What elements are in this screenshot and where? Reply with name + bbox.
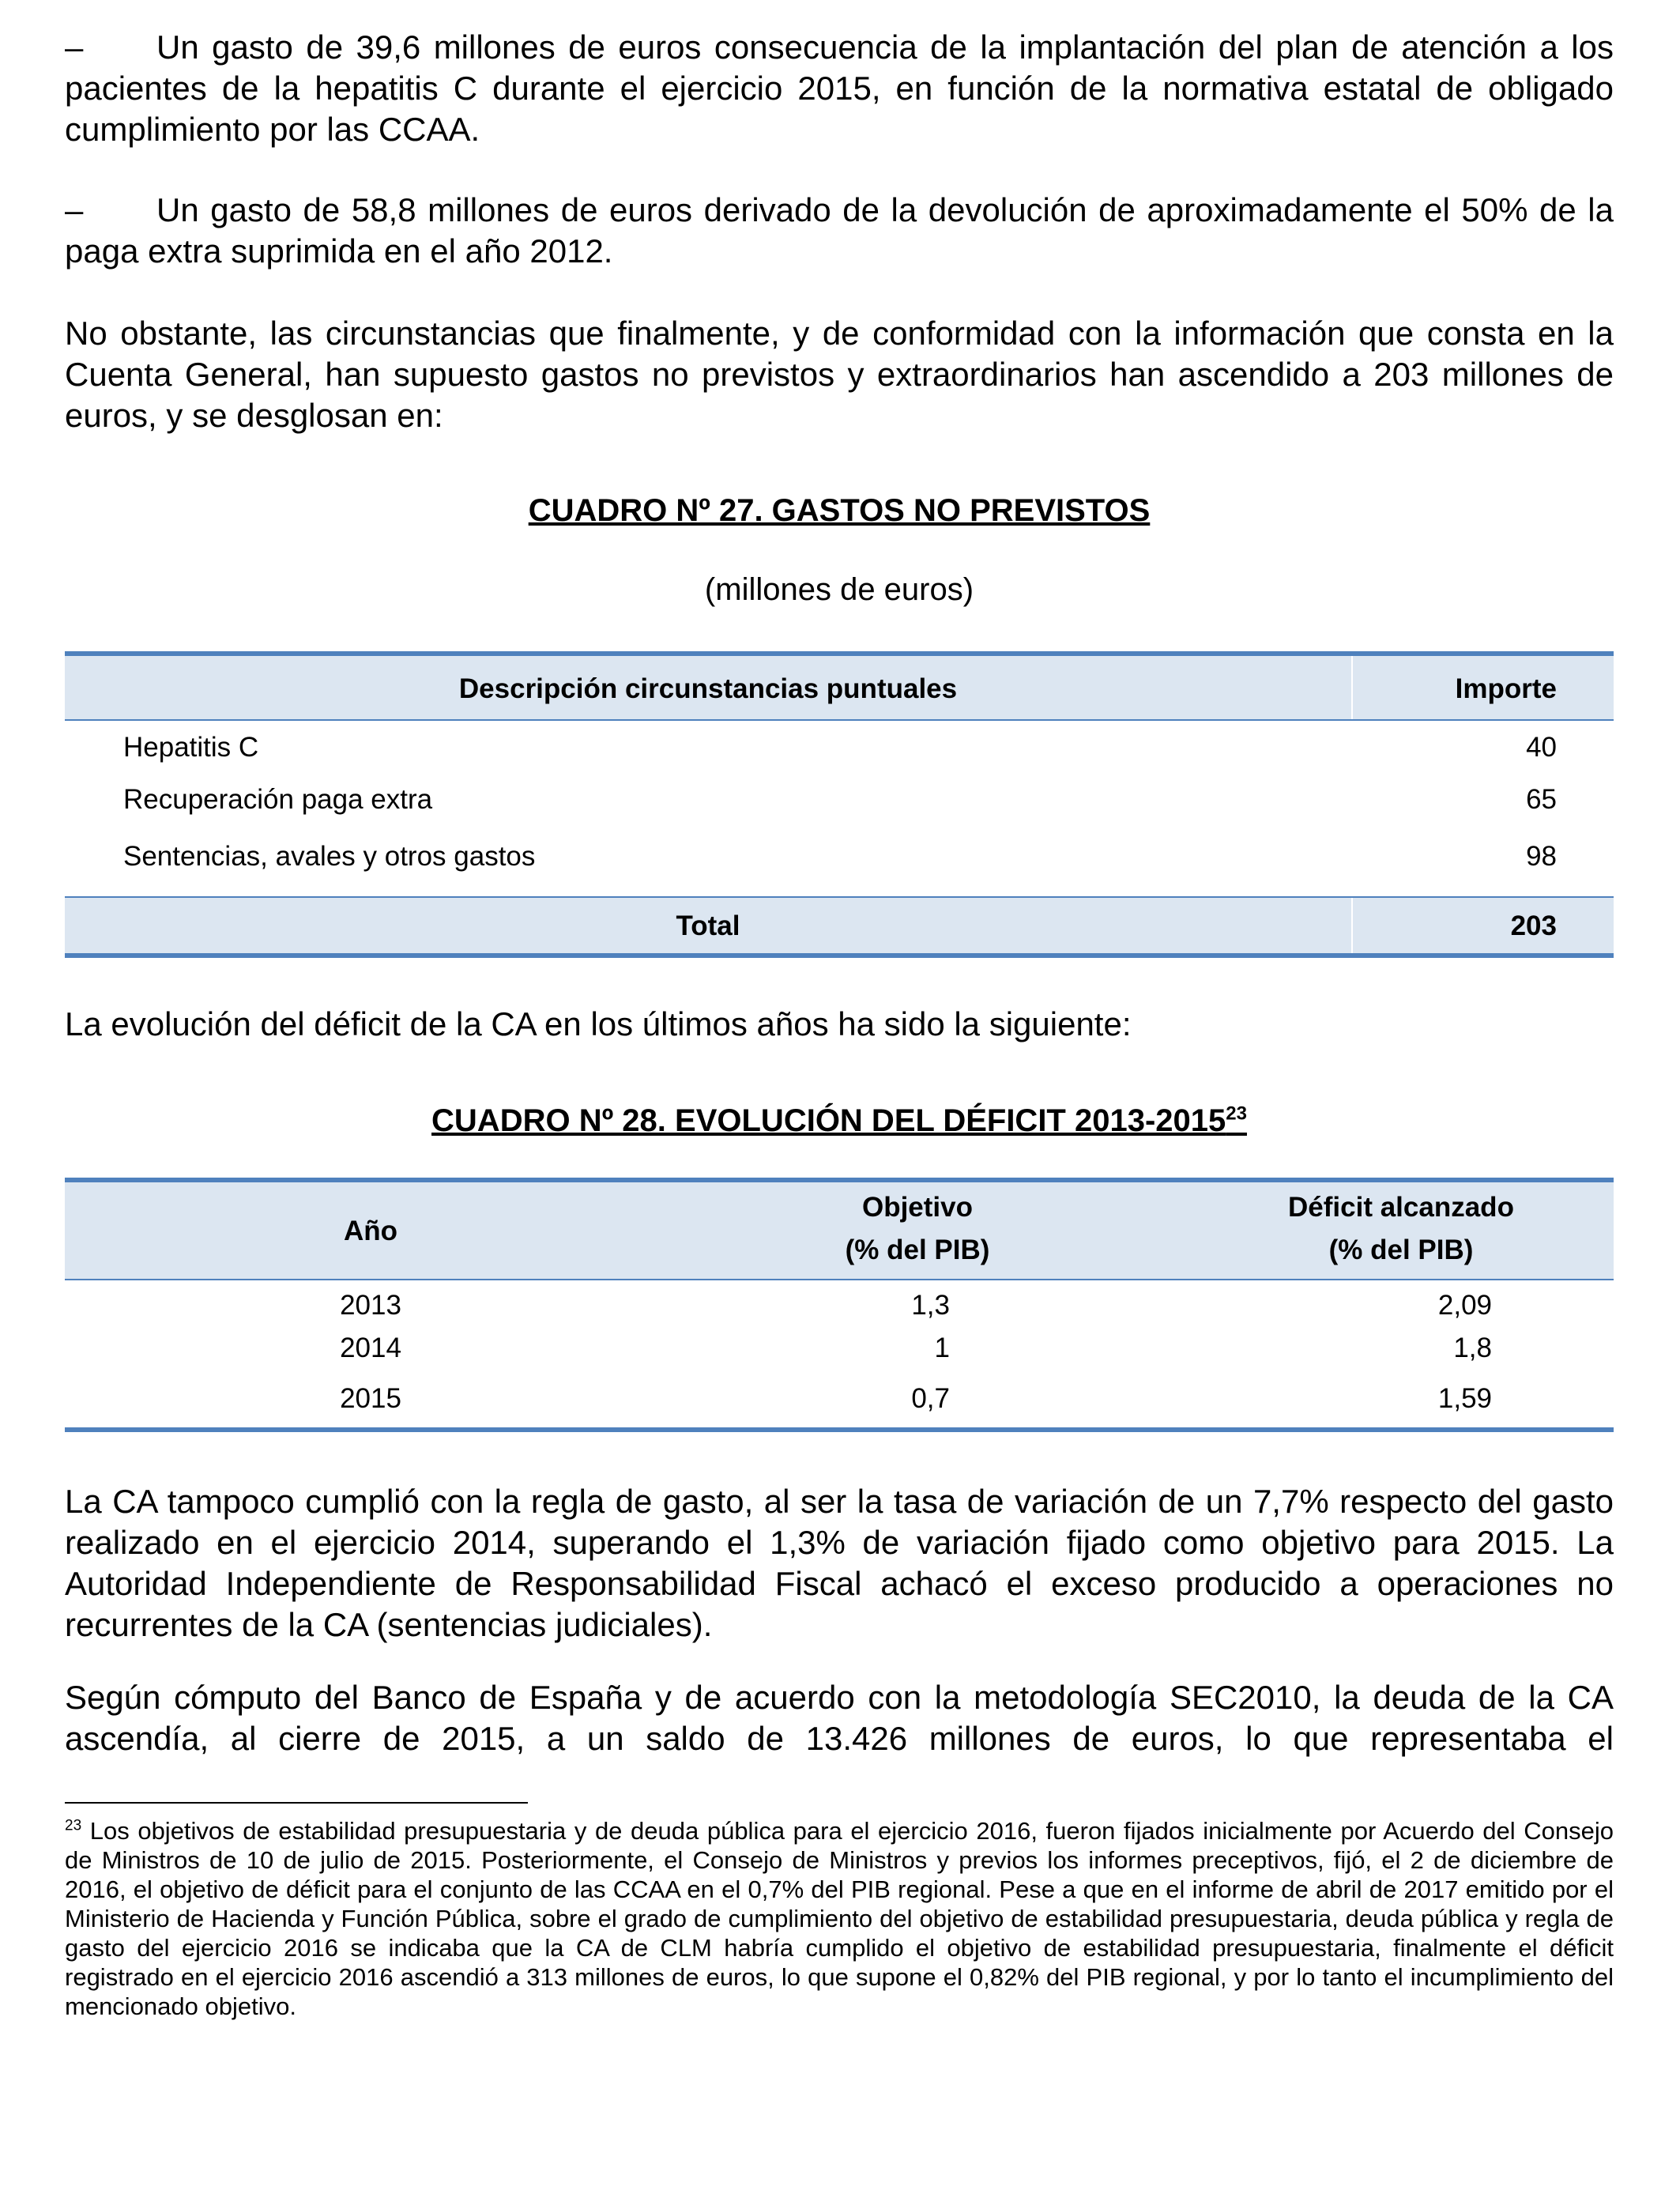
bullet-text: Un gasto de 39,6 millones de euros consecuencia de la implantación del plan de atención a los pacientes de la hepatitis C durante el ejercicio 2015, en función de la normativa estatal de obligado cumplimiento por las CCAA. [65,28,1614,148]
table-row [65,1280,1614,1325]
row-desc: Sentencias, avales y otros gastos [123,841,536,872]
row-desc: Hepatitis C [123,732,259,763]
header-year: Año [343,1216,398,1246]
row-year: 2013 [340,1290,401,1321]
row-objective: 1,3 [911,1290,950,1321]
row-objective: 1 [934,1333,950,1363]
table28-title-text: CUADRO Nº 28. EVOLUCIÓN DEL DÉFICIT 2013-2015 [431,1103,1226,1138]
table27-header-amount: Importe [1455,673,1557,704]
table27-title: CUADRO Nº 27. GASTOS NO PREVISTOS [528,493,1151,528]
table-row [65,721,1614,776]
footnote-separator [65,1802,528,1804]
row-deficit: 1,8 [1453,1333,1492,1363]
table27-header-row [65,651,1614,721]
table27-subtitle: (millones de euros) [704,572,974,607]
debt-paragraph: Según cómputo del Banco de España y de acuerdo con la metodología SEC2010, la deuda de la CA ascendía, al cierre de 2015, a un saldo de 13.426 millones de euros, lo que representaba el [65,1679,1614,1757]
row-objective: 0,7 [911,1383,950,1414]
table28-header-row [65,1178,1614,1280]
table27 [65,651,1614,958]
table-row [65,1325,1614,1369]
table-row [65,1369,1614,1432]
row-amount: 98 [1526,841,1557,872]
bullet-dash: – [65,28,84,66]
evolution-paragraph: La evolución del déficit de la CA en los últimos años ha sido la siguiente: [65,1005,1132,1042]
table27-header-desc: Descripción circunstancias puntuales [458,673,958,704]
table28-title [65,1103,1614,1139]
table-row [65,833,1614,896]
table-row [65,776,1614,833]
row-amount: 40 [1526,732,1557,763]
footnote [65,1816,1614,2021]
table28 [65,1178,1614,1432]
row-deficit: 2,09 [1437,1290,1492,1321]
total-label: Total [676,910,740,941]
table27-total-row [65,896,1614,958]
intro-paragraph: No obstante, las circunstancias que finalmente, y de conformidad con la información que consta en la Cuenta General, han supuesto gastos no previstos y extraordinarios han ascendido a 203 millones de euros, y se desglosan en: [65,315,1614,434]
footnote-text: Los objetivos de estabilidad presupuestaria y de deuda pública para el ejercicio 2016, fueron fijados inicialmente por Acuerdo del Consejo de Ministros de 10 de julio de 2015. Posteriormente, el Consejo de Ministros y previos los informes preceptivos, fijó, el 2 de diciembre de 2016, el objetivo de déficit para el conjunto de las CCAA en el 0,7% del PIB regional. Pese a que en el informe de abril de 2017 emitido por el Ministerio de Hacienda y Función Pública, sobre el grado de cumplimiento del objetivo de estabilidad presupuestaria, deuda pública y regla de gasto del ejercicio 2016 se indicaba que la CA de CLM habría cumplido el objetivo de estabilidad presupuestaria, finalmente el déficit registrado en el ejercicio 2016 ascendió a 313 millones de euros, lo que supone el 0,82% del PIB regional, y por lo tanto el incumplimiento del mencionado objetivo. [65,1817,1614,2020]
row-year: 2014 [340,1333,401,1363]
table27-header-divider [1351,656,1353,719]
header-deficit-line2: (% del PIB) [1328,1235,1474,1265]
footnote-ref: 23 [1226,1103,1247,1125]
total-value: 203 [1510,910,1557,941]
bullet-text: Un gasto de 58,8 millones de euros derivado de la devolución de aproximadamente el 50% de la paga extra suprimida en el año 2012. [65,191,1614,270]
footnote-number: 23 [65,1817,82,1834]
row-year: 2015 [340,1383,401,1414]
row-amount: 65 [1526,784,1557,815]
header-deficit-line1: Déficit alcanzado [1288,1192,1514,1223]
row-desc: Recuperación paga extra [123,784,433,815]
bullet-paragraph-2 [65,190,1614,272]
header-objective-line2: (% del PIB) [845,1235,990,1265]
bullet-dash: – [65,191,84,228]
bullet-paragraph-1 [65,27,1614,150]
rule-paragraph: La CA tampoco cumplió con la regla de gasto, al ser la tasa de variación de un 7,7% respecto del gasto realizado en el ejercicio 2014, superando el 1,3% de variación fijado como objetivo para 2015. La Autoridad Independiente de Responsabilidad Fiscal achacó el exceso producido a operaciones no recurrentes de la CA (sentencias judiciales). [65,1483,1614,1643]
header-objective-line1: Objetivo [861,1192,974,1223]
row-deficit: 1,59 [1437,1383,1492,1414]
table27-total-divider [1351,898,1353,953]
